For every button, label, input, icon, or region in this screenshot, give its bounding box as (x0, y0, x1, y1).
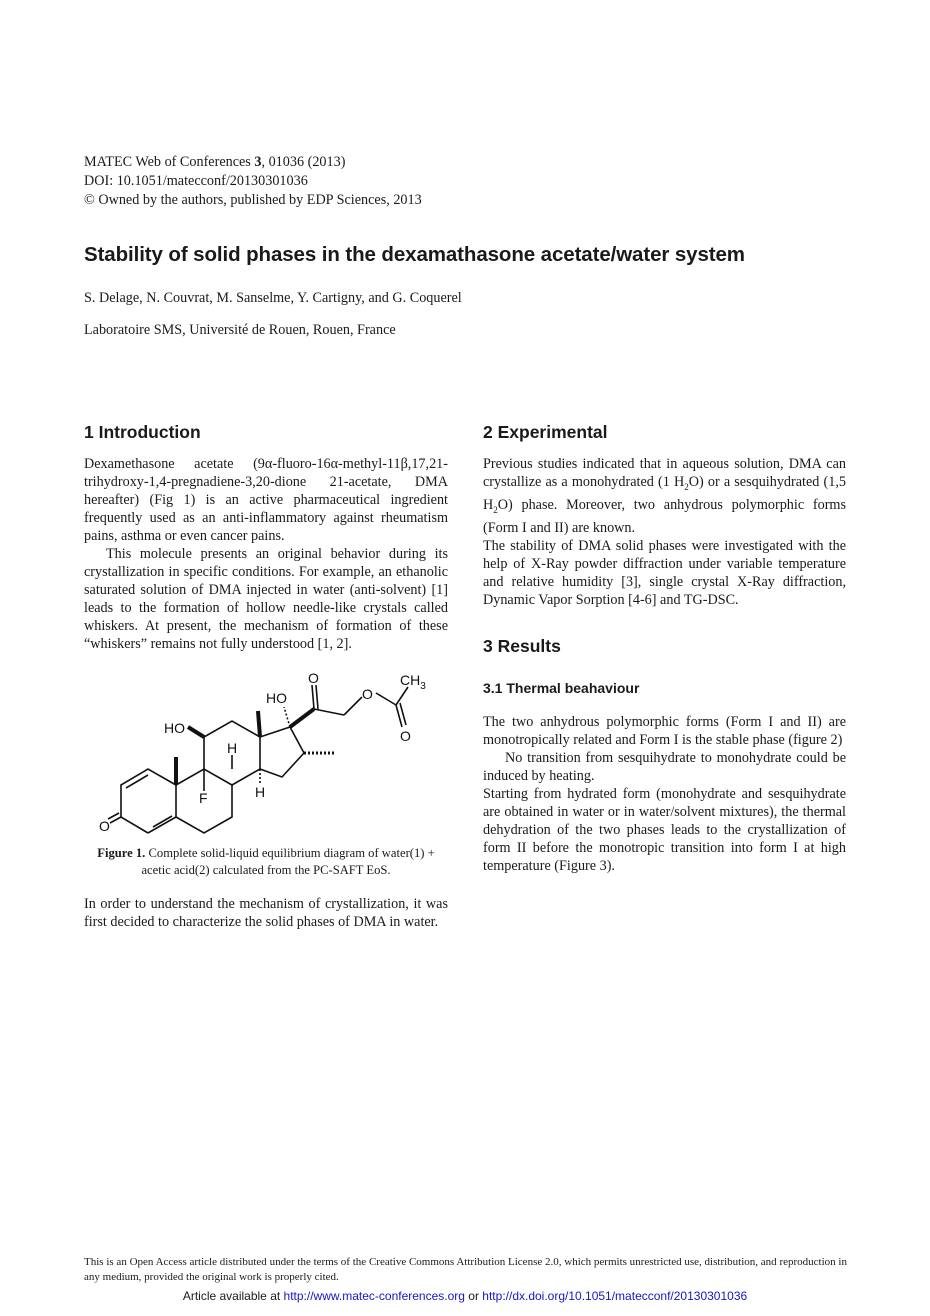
atom-label-ester-o: O (362, 686, 373, 702)
atom-label-bottom-o: O (99, 818, 110, 834)
section-heading-experimental: 2 Experimental (483, 422, 608, 442)
doi-link[interactable]: http://dx.doi.org/10.1051/matecconf/20130301036 (482, 1289, 748, 1303)
atom-label-ho-left: HO (164, 720, 185, 736)
section-heading-results: 3 Results (483, 635, 561, 656)
matec-conferences-link[interactable]: http://www.matec-conferences.org (283, 1289, 465, 1303)
copyright-line: © Owned by the authors, published by EDP Sciences, 2013 (84, 192, 422, 208)
license-notice: This is an Open Access article distributed under the terms of the Creative Commons Attribution License 2.0, which permits unrestricted use, distribution, and reproduction in any medium, provided the original work is properly cited. (84, 1256, 847, 1283)
citation-header (84, 153, 422, 210)
results-paragraph-1: The two anhydrous polymorphic forms (Form I and II) are monotropically related and Form I is the stable phase (figure 2) (483, 713, 846, 748)
figure-label: Figure 1. (97, 846, 146, 860)
figure-caption-text: Complete solid-liquid equilibrium diagram of water(1) + acetic acid(2) calculated from the PC-SAFT EoS. (141, 846, 435, 877)
intro-paragraph-1: Dexamethasone acetate (9α-fluoro-16α-methyl-11β,17,21-trihydroxy-1,4-pregnadiene-3,20-dione 21-acetate, DMA hereafter) (Fig 1) is an active pharmaceutical ingredient frequently used as an anti-inflammatory against rheumatism pains, asthma or even cancer pains. (84, 456, 448, 544)
atom-label-carbonyl-o: O (400, 728, 411, 744)
affiliation: Laboratoire SMS, Université de Rouen, Rouen, France (84, 322, 396, 338)
author-list: S. Delage, N. Couvrat, M. Sanselme, Y. Cartigny, and G. Coquerel (84, 290, 462, 306)
atom-label-f: F (199, 790, 208, 806)
atom-label-ho-top: HO (266, 690, 287, 706)
intro-paragraph-2: This molecule presents an original behavior during its crystallization in specific conditions. For example, an ethanolic saturated solution of DMA injected in water (anti-solvent) [1] leads to the formation of hollow needle-like crystals called whiskers. At present, the mechanism of formation of these “whiskers” remains not fully understood [1, 2]. (84, 546, 448, 652)
atom-label-ketone-o: O (308, 670, 319, 686)
atom-label-h2: H (255, 784, 266, 800)
paper-title: Stability of solid phases in the dexamathasone acetate/water system (84, 243, 745, 266)
journal-line: MATEC Web of Conferences 3, 01036 (2013) (84, 154, 346, 170)
section-heading-introduction: 1 Introduction (84, 422, 201, 442)
article-availability-line: Article available at http://www.matec-conferences.org or http://dx.doi.org/10.1051/matecconf/20130301036 (182, 1289, 748, 1303)
experimental-paragraph-2: The stability of DMA solid phases were investigated with the help of X-Ray powder diffraction under variable temperature and relative humidity [3], single crystal X-Ray diffraction, Dynamic Vapor Sorption [4-6] and TG-DSC. (483, 537, 846, 608)
experimental-paragraph-1: Previous studies indicated that in aqueous solution, DMA can crystallize as a monohydrated (1 $H_2O$) or a sesquihydrated (1,5 $H_2O$) phase. Moreover, two anhydrous polymorphic forms (Form I and II) are known. (483, 456, 846, 536)
figure-caption (84, 845, 448, 879)
subsection-heading-thermal: 3.1 Thermal beahaviour (483, 679, 640, 696)
atom-label-h1: H (227, 740, 238, 756)
doi-line: DOI: 10.1051/matecconf/20130301036 (84, 173, 308, 189)
results-paragraph-2: No transition from sesquihydrate to monohydrate could be induced by heating. (483, 749, 846, 784)
left-column (84, 421, 448, 931)
figure-1 (84, 669, 448, 879)
molecule-structure-diagram (99, 669, 426, 839)
results-paragraph-3: Starting from hydrated form (monohydrate and sesquihydrate are obtained in water or in water/solvent mixtures), the thermal dehydration of the two phases leads to the crystallization of form II before the monotropic transition into form I at high temperature (Figure 3). (483, 785, 846, 874)
atom-label-ch3: $CH_3$ (400, 672, 426, 692)
intro-paragraph-3: In order to understand the mechanism of crystallization, it was first decided to characterize the solid phases of DMA in water. (84, 896, 448, 930)
right-column (483, 421, 846, 875)
